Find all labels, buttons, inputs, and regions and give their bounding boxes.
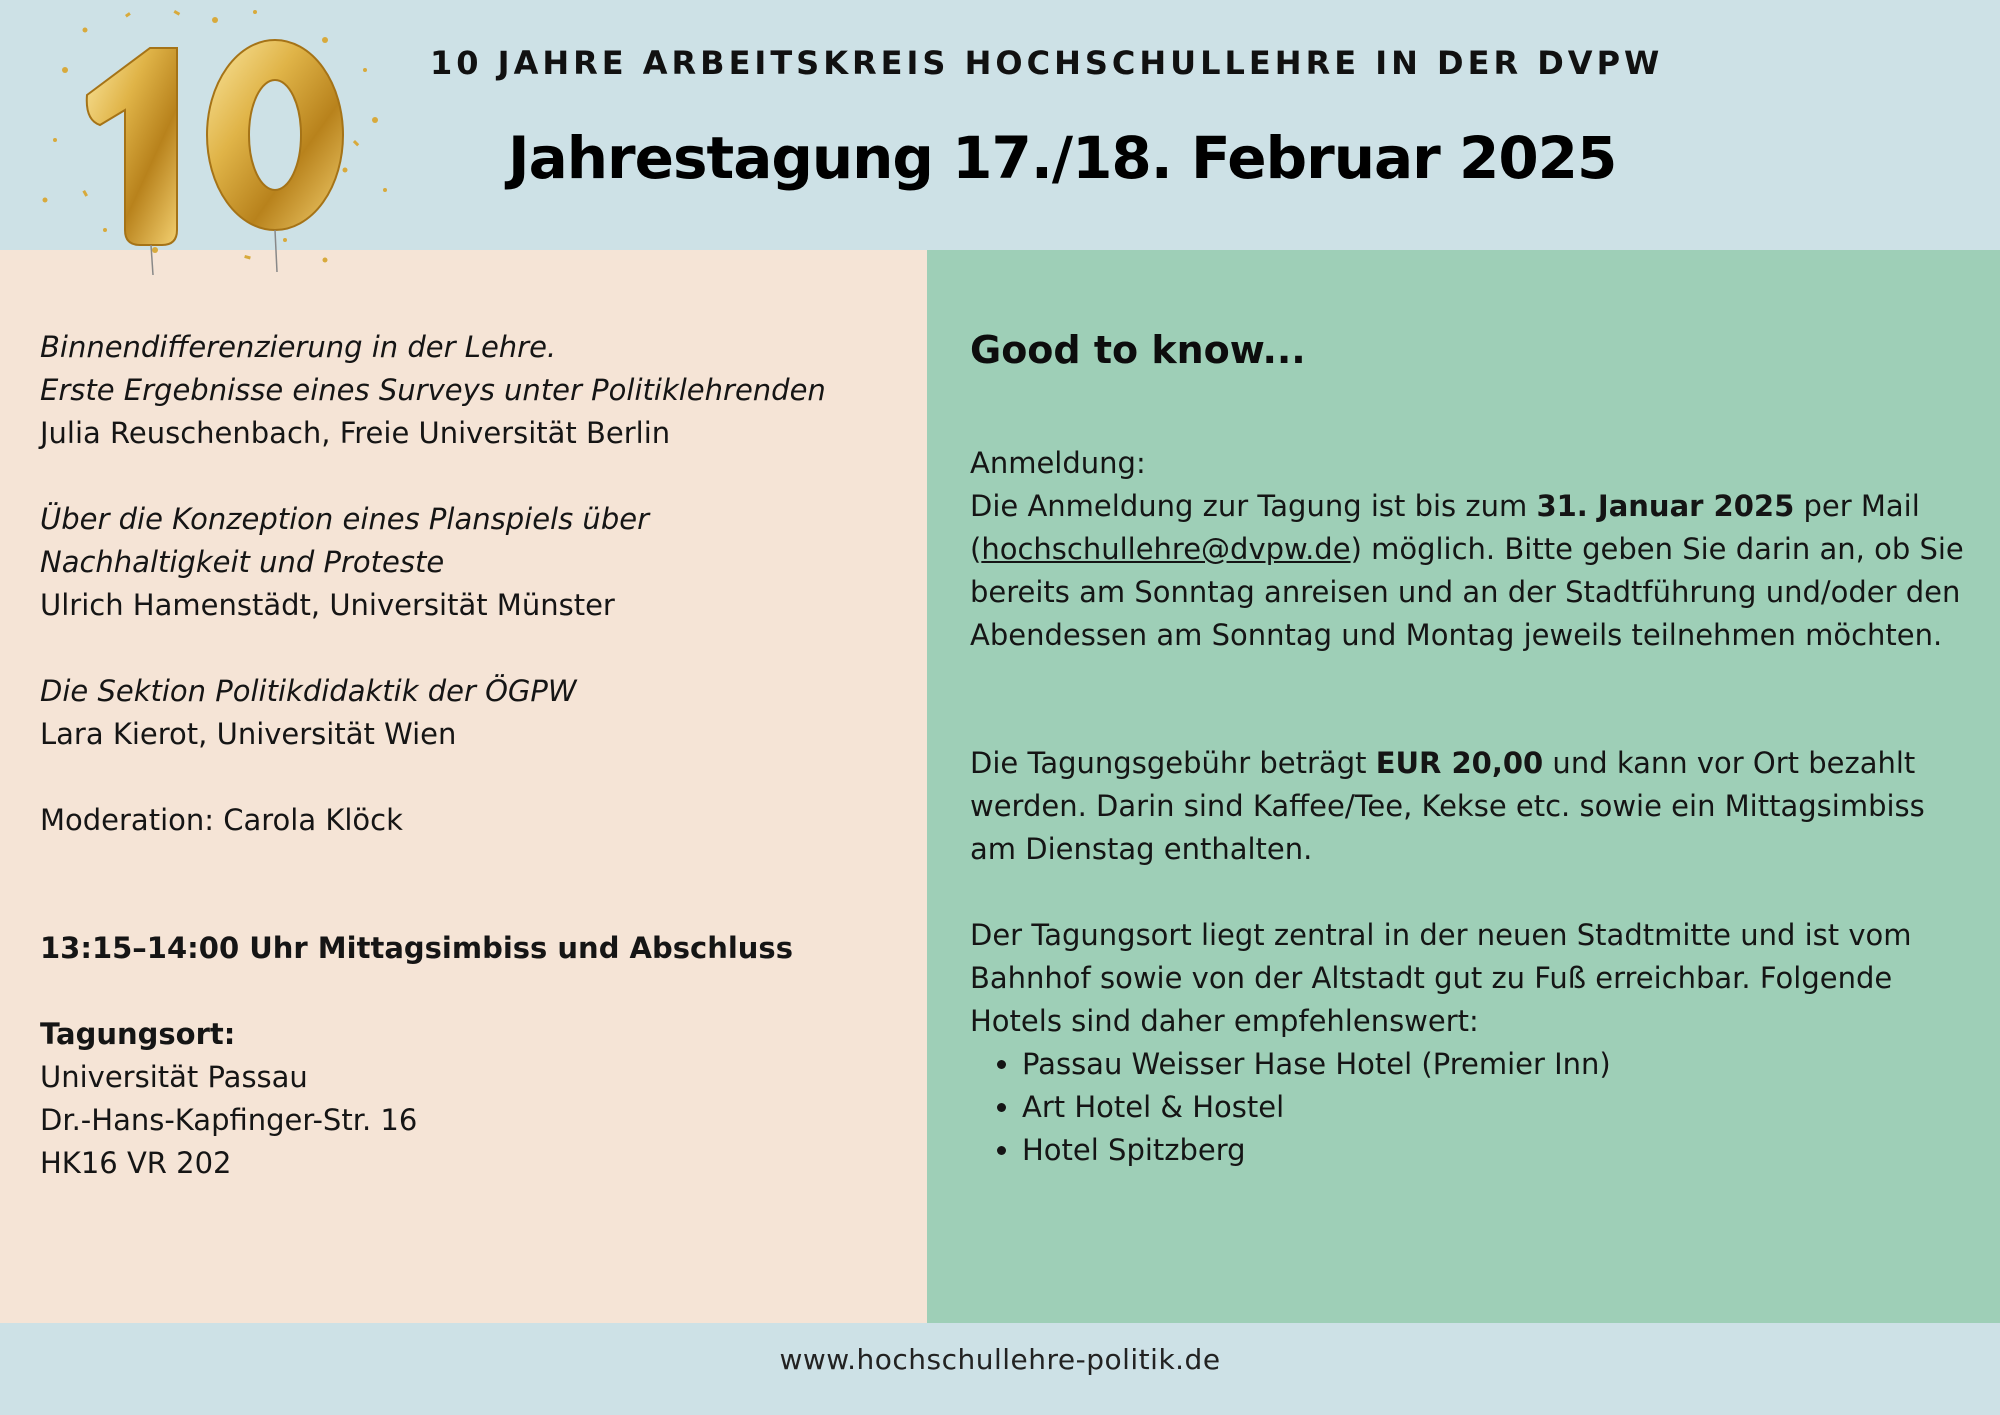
footer-bar [0,1323,2000,1415]
page-title: Jahrestagung 17./18. Februar 2025 [508,124,1617,192]
fee-text-after: und kann vor Ort bezahlt werden. Darin sind Kaffee/Tee, Kekse etc. sowie ein Mittagsimbiss am Dienstag enthalten. [970,746,1925,866]
location-section [970,914,1970,1172]
fee-section [970,742,1970,871]
hotel-list [970,1043,1970,1172]
registration-label: Anmeldung: [970,446,1146,480]
closing-session: 13:15–14:00 Uhr Mittagsimbiss und Abschluss [40,931,793,965]
talk1-speaker: Julia Reuschenbach, Freie Universität Berlin [40,416,671,450]
talk2-speaker: Ulrich Hamenstädt, Universität Münster [40,588,615,622]
hotel-item: • Hotel Spitzberg [1022,1129,1970,1172]
moderation: Moderation: Carola Klöck [40,803,403,837]
good-to-know-heading: Good to know... [970,328,1306,372]
location-text: Der Tagungsort liegt zentral in der neuen Stadtmitte und ist vom Bahnhof sowie von der Altstadt gut zu Fuß erreichbar. Folgende Hotels sind daher empfehlenswert: [970,918,1912,1038]
venue-heading: Tagungsort: [40,1017,236,1051]
registration-section [970,442,1970,657]
hotel-item: • Passau Weisser Hase Hotel (Premier Inn) [1022,1043,1970,1086]
venue-line2: Dr.-Hans-Kapfinger-Str. 16 [40,1103,418,1137]
talk1-title-line2: Erste Ergebnisse eines Surveys unter Politiklehrenden [40,373,826,407]
talk2-title-line2: Nachhaltigkeit und Proteste [40,545,445,579]
talk1-title-line1: Binnendifferenzierung in der Lehre. [40,330,557,364]
venue-line3: HK16 VR 202 [40,1146,232,1180]
event-subtitle: 10 JAHRE ARBEITSKREIS HOCHSCHULLEHRE IN DER DVPW [430,44,1664,82]
registration-text-after: ) möglich. Bitte geben Sie darin an, ob Sie bereits am Sonntag anreisen und an der Stadtführung und/oder den Abendessen am Sonntag und Montag jeweils teilnehmen möchten. [970,532,1964,652]
registration-email-link[interactable]: hochschullehre@dvpw.de [981,532,1351,566]
talk3-speaker: Lara Kierot, Universität Wien [40,717,457,751]
fee-amount: EUR 20,00 [1375,746,1544,780]
registration-deadline: 31. Januar 2025 [1536,489,1795,523]
talk2-title-line1: Über die Konzeption eines Planspiels über [40,502,649,536]
registration-text [970,485,1970,657]
hotel-item: • Art Hotel & Hostel [1022,1086,1970,1129]
venue-line1: Universität Passau [40,1060,308,1094]
registration-text-mid: per Mail ( [970,489,1920,566]
footer-website-link[interactable]: www.hochschullehre-politik.de [779,1343,1221,1376]
fee-text-before: Die Tagungsgebühr beträgt [970,746,1376,780]
talk3-title: Die Sektion Politikdidaktik der ÖGPW [40,674,577,708]
gold-10-balloons-icon [25,0,425,280]
registration-text-before: Die Anmeldung zur Tagung ist bis zum [970,489,1537,523]
